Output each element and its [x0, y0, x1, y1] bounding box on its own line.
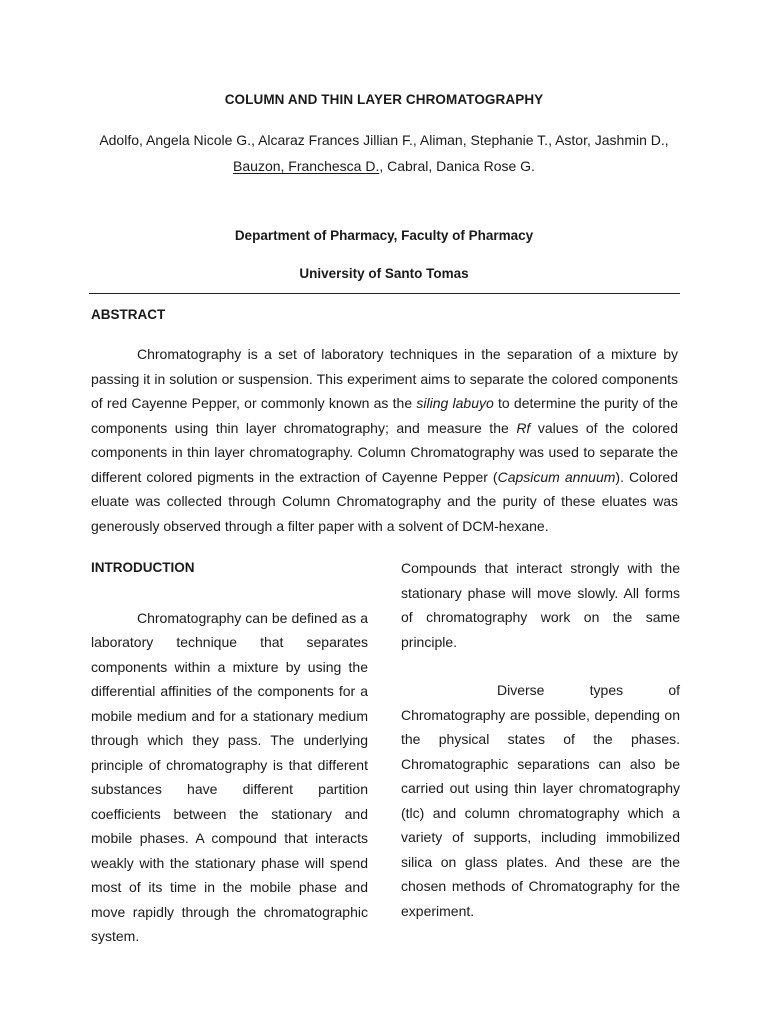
intro-paragraph-2: Compounds that interact strongly with the stationary phase will move slowly. All forms of chromatography work on the same principle. [401, 560, 680, 650]
abstract-italic-2: Rf [516, 419, 531, 436]
abstract-text-2: to determine the purity of the components using thin layer chromatography; and measure the [91, 395, 678, 436]
abstract-italic-3: Capsicum annuum [497, 468, 616, 485]
author-underlined: Bauzon, Franchesca D. [233, 158, 380, 174]
university: University of Santo Tomas [299, 266, 469, 281]
section-divider [89, 293, 680, 294]
abstract-heading: ABSTRACT [91, 307, 166, 322]
right-column [401, 556, 680, 923]
abstract-body [91, 342, 678, 538]
intro-paragraph-1: Chromatography can be defined as a laboratory technique that separates components within a mixture by using the differential affinities of the components for a mobile medium and for a stationary medium through which they pass. The underlying principle of chromatography is that different substances have different partition coefficients between the stationary and mobile phases. A compound that interacts weakly with the stationary phase will spend most of its time in the mobile phase and move rapidly through the chromatographic system. [91, 609, 368, 944]
authors-line-2-rest: , Cabral, Danica Rose G. [379, 158, 535, 174]
intro-paragraph-3: Diverse types of Chromatography are possible, depending on the physical states of the phases. Chromatographic separations can also be carried out using thin layer chromatography (tlc) and column chromatography which a variety of supports, including immobilized silica on glass plates. And these are the chosen methods of Chromatography for the experiment. [401, 682, 680, 919]
introduction-heading: INTRODUCTION [91, 560, 195, 575]
author-list [60, 127, 708, 179]
abstract-text-4: ). Colored eluate was collected through Column Chromatography and the purity of these eluates was generously observed through a filter paper with a solvent of DCM-hexane. [91, 468, 678, 534]
left-column [91, 556, 368, 949]
authors-line-1: Adolfo, Angela Nicole G., Alcaraz Frances Jillian F., Aliman, Stephanie T., Astor, Jashmin D., [99, 132, 669, 148]
department: Department of Pharmacy, Faculty of Pharmacy [234, 228, 534, 243]
abstract-italic-1: siling labuyo [416, 395, 494, 411]
abstract-text-1: Chromatography is a set of laboratory techniques in the separation of a mixture by passing it in solution or suspension. This experiment aims to separate the colored components of red Cayenne Pepper, or commonly known as the [91, 346, 678, 411]
abstract-text-3: values of the colored components in thin layer chromatography. Column Chromatography was used to separate the different colored pigments in the extraction of Cayenne Pepper ( [91, 419, 678, 485]
paper-title: COLUMN AND THIN LAYER CHROMATOGRAPHY [224, 92, 544, 107]
